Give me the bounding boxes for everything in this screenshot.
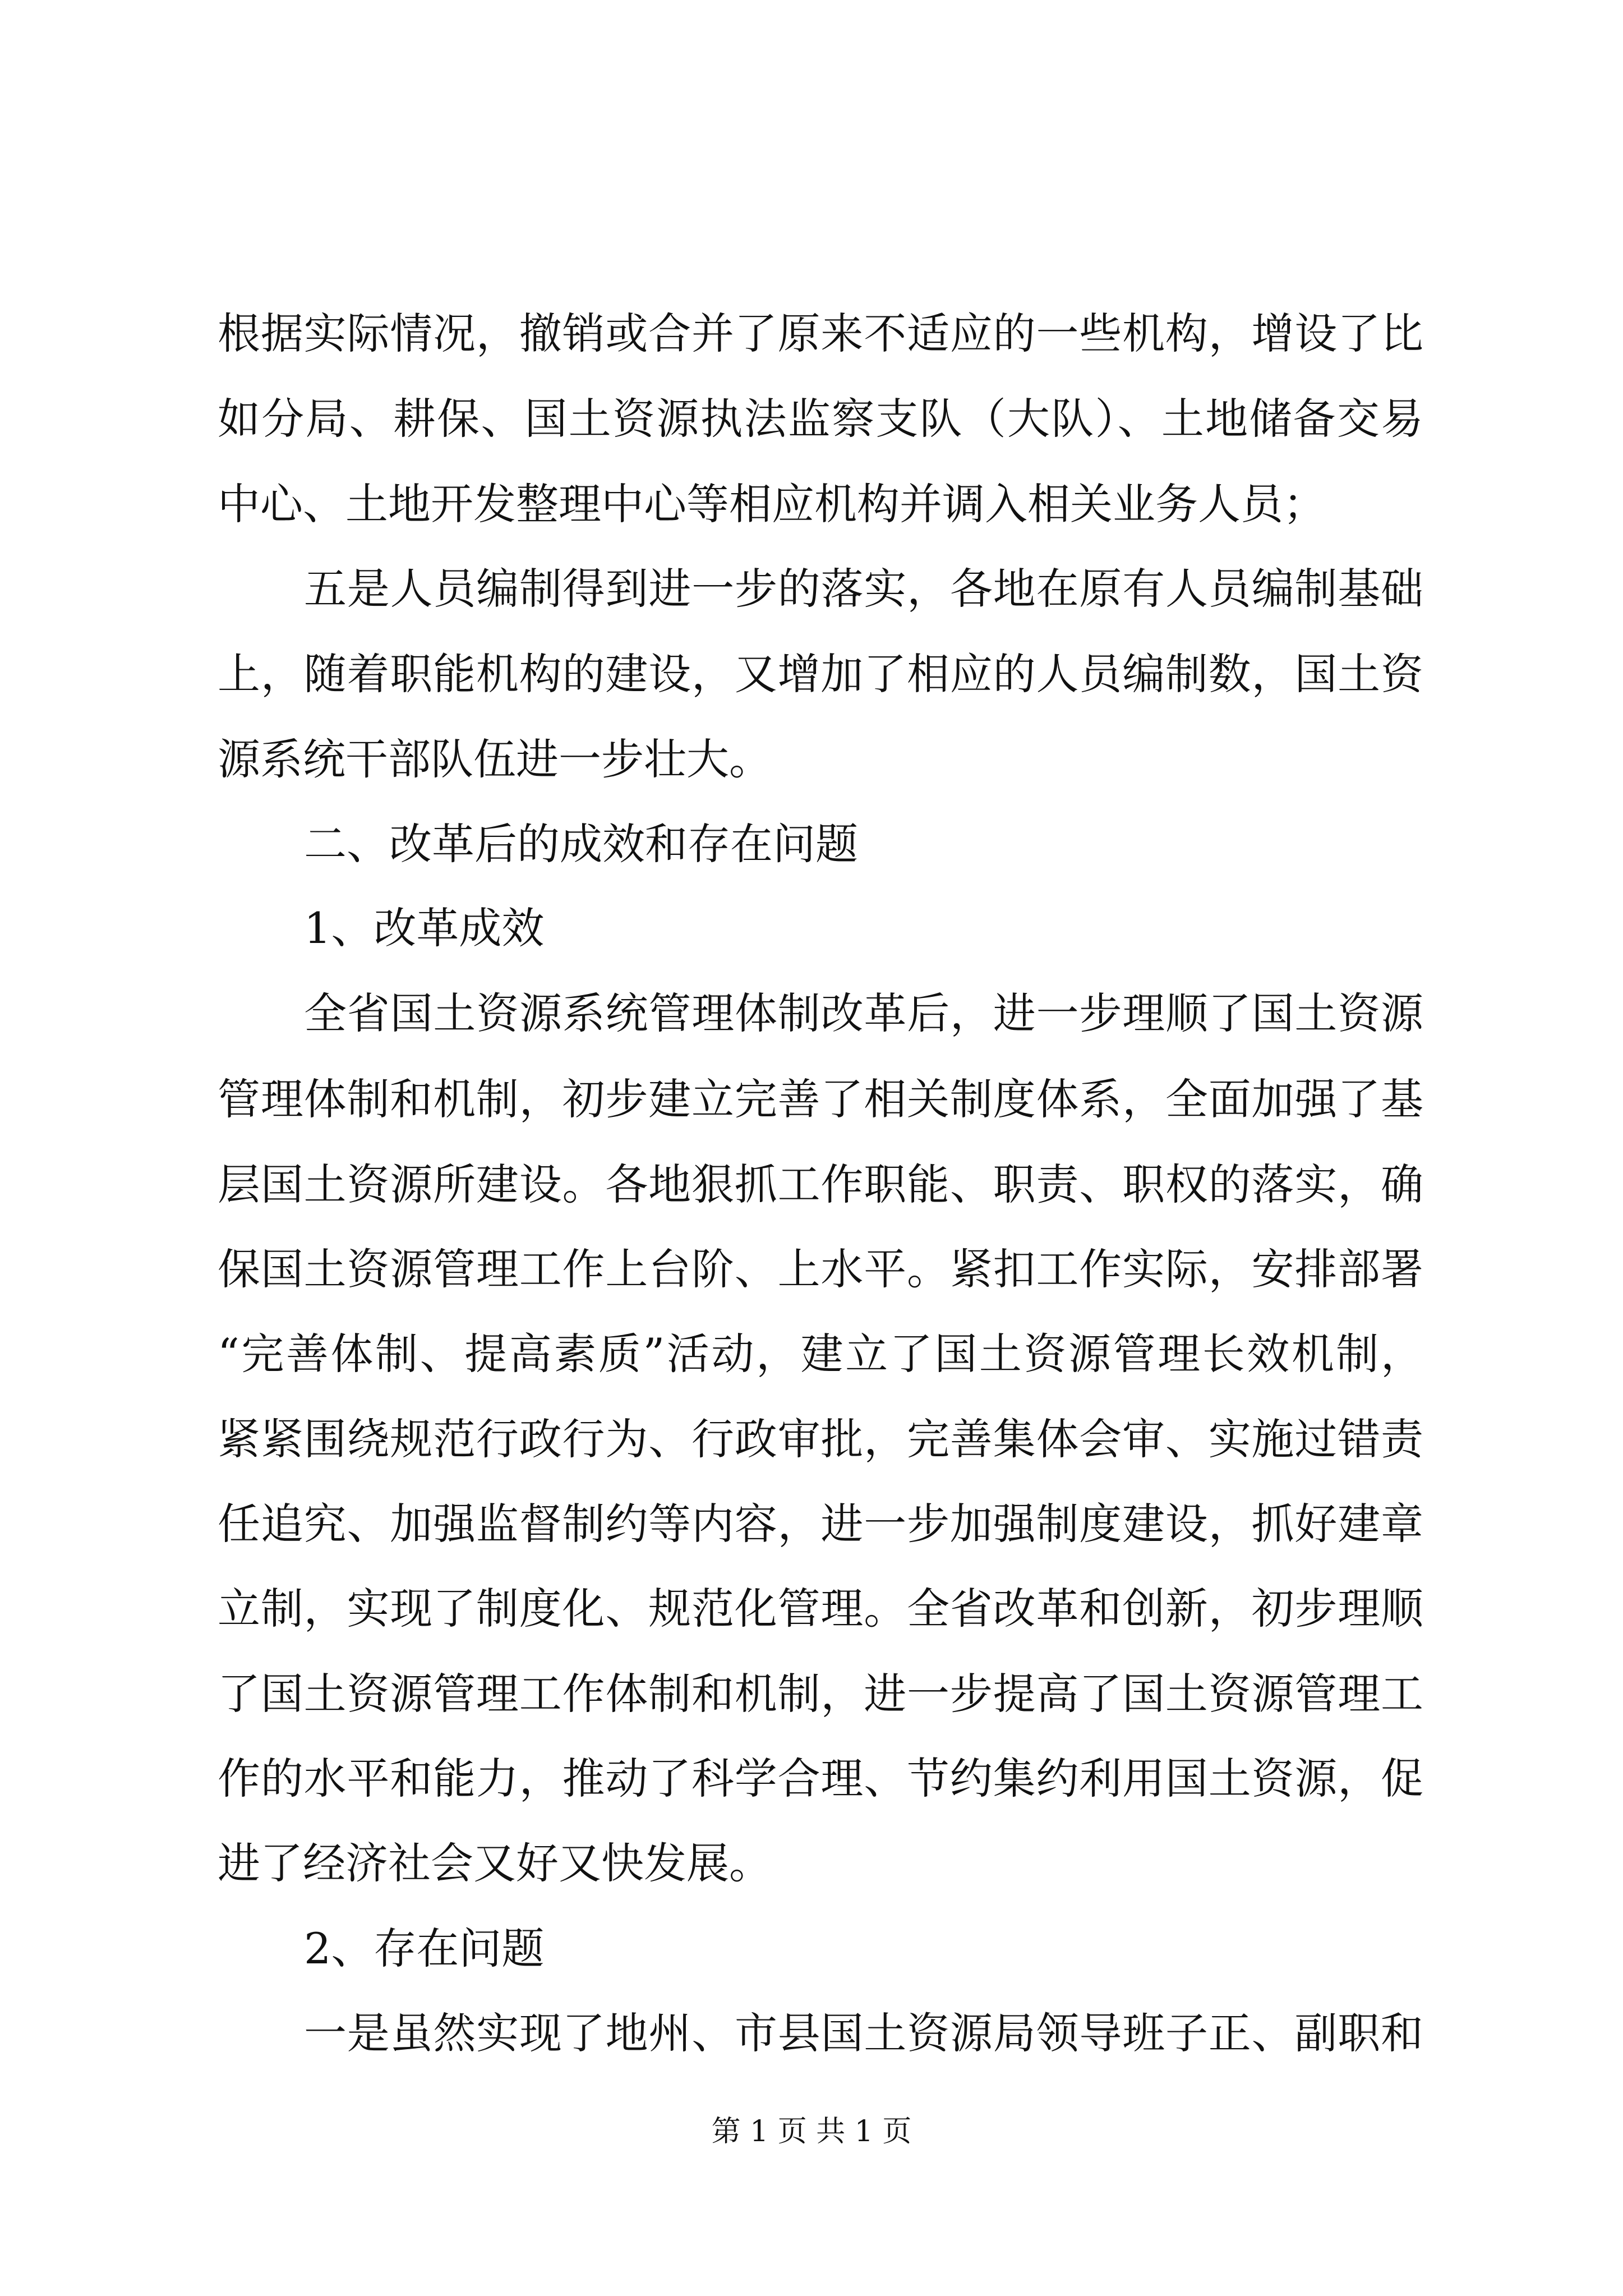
text-line: 紧紧围绕规范行政行为、行政审批，完善集体会审、实施过错责 xyxy=(218,1414,1423,1464)
subsection-heading: 2、存在问题 xyxy=(304,1924,545,1973)
text-line: 立制，实现了制度化、规范化管理。全省改革和创新，初步理顺 xyxy=(218,1584,1423,1634)
text-line: 五是人员编制得到进一步的落实，各地在原有人员编制基础 xyxy=(304,564,1423,614)
text-line: 源系统干部队伍进一步壮大。 xyxy=(218,734,772,784)
text-line: 作的水平和能力，推动了科学合理、节约集约利用国土资源，促 xyxy=(218,1754,1423,1803)
page-footer: 第 1 页 共 1 页 xyxy=(711,2115,912,2148)
text-line: 上，随着职能机构的建设，又增加了相应的人员编制数，国土资 xyxy=(218,649,1423,699)
text-line: 根据实际情况，撤销或合并了原来不适应的一些机构，增设了比 xyxy=(218,309,1423,358)
text-line: 保国土资源管理工作上台阶、上水平。紧扣工作实际，安排部署 xyxy=(218,1244,1423,1294)
text-line: 管理体制和机制，初步建立完善了相关制度体系，全面加强了基 xyxy=(218,1074,1423,1124)
text-line: 全省国土资源系统管理体制改革后，进一步理顺了国土资源 xyxy=(304,988,1423,1038)
text-line: 如分局、耕保、国土资源执法监察支队（大队）、土地储备交易 xyxy=(218,394,1423,444)
text-line: “完善体制、提高素质”活动，建立了国土资源管理长效机制， xyxy=(218,1329,1423,1379)
subsection-heading: 1、改革成效 xyxy=(304,903,545,953)
text-line: 任追究、加强监督制约等内容，进一步加强制度建设，抓好建章 xyxy=(218,1499,1423,1549)
text-line: 进了经济社会又好又快发展。 xyxy=(218,1838,772,1888)
text-line: 了国土资源管理工作体制和机制，进一步提高了国土资源管理工 xyxy=(218,1669,1423,1719)
text-line: 层国土资源所建设。各地狠抓工作职能、职责、职权的落实，确 xyxy=(218,1159,1423,1209)
section-heading: 二、改革后的成效和存在问题 xyxy=(304,819,858,869)
text-line: 一是虽然实现了地州、市县国土资源局领导班子正、副职和 xyxy=(304,2008,1423,2058)
text-line: 中心、土地开发整理中心等相应机构并调入相关业务人员； xyxy=(218,479,1326,529)
